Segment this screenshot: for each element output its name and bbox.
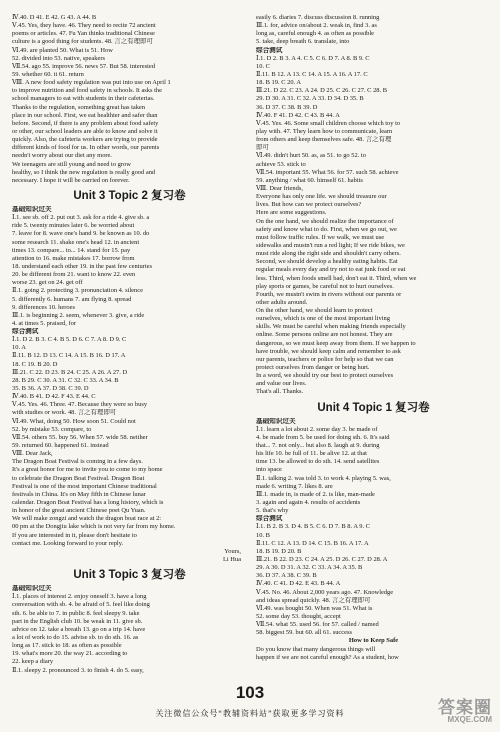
answer-line: to celebrate the Dragon Boat Festival. Dragon Boat: [12, 474, 145, 482]
page-number: 103: [235, 683, 265, 702]
answer-line: 59. whether 60. it 61. return: [12, 70, 84, 78]
answer-line: long as, careful enough 4. as often as possible: [256, 30, 374, 38]
answer-line: healthy, so I think the new regulation is really good and: [12, 168, 156, 176]
answer-line: play with. 47. They learn how to communicate, learn: [256, 127, 393, 135]
answer-line: Ⅰ.1. learn a lot about 2. some day 3. be made of: [256, 425, 378, 433]
answer-line: Ⅴ.45. Yes. 46. Three. 47. Because they were so busy: [12, 401, 148, 409]
answer-line: regular meals every day and try not to eat junk food or eat: [256, 266, 406, 274]
answer-line: from others and keep themselves safe. 48. 言之有理: [256, 136, 392, 144]
answer-line: Thanks to the regulation, something great has taken: [12, 103, 146, 111]
answer-line: into space: [256, 466, 282, 474]
answer-line: Ⅵ.49. didn't hurt 50. as, as 51. to go 52. to: [256, 152, 366, 160]
answer-line: Ⅷ. A new food safety regulation was put into use on April 1: [12, 79, 171, 87]
answer-line: skills. We must be careful when making friends especially: [256, 323, 406, 331]
answer-line: times 13. compare... to... 14. stand for 15. pay: [12, 246, 131, 254]
answer-line: protect ourselves from danger or being hurt.: [256, 364, 370, 372]
answer-line: 9. differences 10. heroes: [12, 303, 75, 311]
answer-line: have trouble, we should keep calm and remember to ask: [256, 347, 401, 355]
answer-line: safety and know what to do. First, when we go out, we: [256, 225, 397, 233]
answer-line: On the other hand, we should learn to protect: [256, 307, 373, 315]
answer-line: a lot of work to do 15. advise sb. to do sth. 16. as: [12, 633, 139, 641]
answer-line: in honor of the great ancient Chinese poet Qu Yuan.: [12, 507, 146, 515]
answer-line: 35. B 36. A 37. D 38. C 39. D: [12, 385, 89, 393]
answer-line: conversation with sb. 4. be afraid of 5. feel like doing: [12, 601, 150, 609]
answer-line: sth. 6. be able to 7. in public 8. feel sleepy 9. take: [12, 609, 140, 617]
answer-line: Ⅰ.1. D 2. B 3. C 4. B 5. D 6. C 7. A 8. D 9. C: [12, 336, 127, 344]
answer-line: 52. by mistake 53. compare, to: [12, 425, 92, 433]
answer-line: Ⅶ.54. what 55. used 56. for 57. called / named: [256, 621, 379, 629]
answer-line: Ⅶ.54. important 55. What 56. for 57. such 58. achieve: [256, 168, 399, 176]
answer-line: Ⅷ. Dear friends,: [256, 184, 303, 192]
section-heading: 基础知识过关: [256, 417, 296, 425]
answer-line: Ⅲ.21. D 22. C 23. A 24. D 25. C 26. C 27. C 28. B: [256, 87, 388, 95]
answer-line: happen if we are not careful enough? As a student, how: [256, 653, 399, 661]
answer-line: worse 23. get on 24. get off: [12, 279, 83, 287]
watermark-bottom: MXQE.COM: [447, 715, 492, 724]
answer-line: Ⅳ.40. C 41. D 42. E 43. B 44. A: [256, 580, 341, 588]
answer-line: Ⅱ.11. C 12. A 13. D 14. C 15. B 16. A 17. A: [256, 539, 369, 547]
answer-line: 28. B 29. C 30. A 31. C 32. C 33. A 34. B: [12, 376, 119, 384]
answer-line: sidewalks and mustn't run a red light; If we ride bikes, we: [256, 241, 405, 249]
answer-line: 18. B 19. D 20. B: [256, 547, 302, 555]
section-heading: 基础知识过关: [12, 205, 52, 213]
answer-line: Ⅲ.1. is beginning 2. seem, whenever 3. give, a ride: [12, 311, 145, 319]
answer-line: to improve nutrition and food safety in schools. It asks the: [12, 87, 163, 95]
answer-line: culture is a good thing for students. 48. 言之有理即可: [12, 38, 153, 46]
answer-line: our parents, teachers or police for help so that we can: [256, 355, 394, 363]
signature-line: Yours,: [224, 547, 241, 555]
answer-line: made 6. writing 7. likes 8. are: [256, 482, 333, 490]
answer-line: some research 11. shake one's head 12. in ancient: [12, 238, 140, 246]
answer-line: 4. at times 5. praised, for: [12, 319, 77, 327]
answer-line: We will make zongzi and watch the dragon boat race at 2:: [12, 515, 162, 523]
answer-line: or other, our school leaders are able to know and solve it: [12, 127, 158, 135]
answer-line: 7. leave for 8. wave one's hand 9. be known as 10. do: [12, 230, 150, 238]
answer-line: 36. D 37. C 38. B 39. D: [256, 103, 318, 111]
answer-line: 5. differently 6. humans 7. am flying 8. spread: [12, 295, 132, 303]
answer-line: 52. divided into 53. native, speakers: [12, 54, 105, 62]
answer-line: 36. D 37. A 38. C 39. B: [256, 572, 317, 580]
answer-line: and ideas spread quickly. 48. 言之有理即可: [256, 596, 371, 604]
answer-line: Ⅳ.40. D 41. E 42. G 43. A 44. B: [12, 14, 97, 21]
answer-line: easily 6. diaries 7. discuss discussion 8. running: [256, 14, 380, 21]
answer-line: ourselves, which is one of the most important living: [256, 315, 390, 323]
answer-line: with studies or work. 48. 言之有理即可: [12, 409, 117, 417]
answer-line: Do you know that many dangerous things will: [256, 645, 376, 653]
answer-line: Ⅰ.1. D 2. B 3. A 4. C 5. C 6. D 7. A 8. B 9. C: [256, 54, 370, 62]
unit-heading: Unit 3 Topic 2 复习卷: [73, 189, 186, 202]
answer-line: 00 pm at the Dongjiu lake which is not very far from my home.: [12, 523, 176, 531]
answer-line: poems or articles. 47. Fu Yan thinks traditional Chinese: [12, 30, 155, 38]
answer-line: Ⅴ.45. No. 46. About 2,000 years ago. 47. Knowledge: [256, 588, 394, 596]
answer-line: Ⅷ. Dear Jack,: [12, 450, 53, 458]
answer-line: must follow traffic rules. If we walk, we must use: [256, 233, 385, 241]
answer-line: Ⅰ.1. B 2. B 3. D 4. B 5. C 6. D 7. B 8. A 9. C: [256, 523, 370, 531]
answer-line: Ⅱ.11. B 12. A 13. C 14. A 15. A 16. A 17. C: [256, 70, 368, 78]
answer-line: part in the English club 10. be weak in 11. give sb.: [12, 617, 143, 625]
answer-line: online. Some persons online are not honest. They are: [256, 331, 393, 339]
answer-line: Ⅳ.40. F 41. D 42. C 43. B 44. A: [256, 111, 340, 119]
answer-line: Ⅵ.49. What, doing 50. How soon 51. Could not: [12, 417, 136, 425]
answer-line: 18. understand each other 19. in the past few centuries: [12, 262, 152, 270]
answer-line: Ⅰ.1. see sb. off 2. put out 3. ask for a ride 4. give sb. a: [12, 214, 150, 222]
answer-line: play sports or games, be careful not to hurt ourselves.: [256, 282, 394, 290]
unit-heading: Unit 4 Topic 1 复习卷: [317, 401, 430, 414]
answer-line: contact me. Looking forward to your reply.: [12, 539, 124, 547]
answer-line: Ⅳ.40. B 41. D 42. F 43. E 44. C: [12, 393, 96, 401]
answer-line: less. Third, when foods smell bad, don't eat it. Third, when we: [256, 274, 417, 282]
essay-title: How to Keep Safe: [348, 637, 399, 645]
answer-line: 4. be made from 5. be used for doing sth. 6. It's said: [256, 433, 390, 441]
answer-line: time 13. be allowed to do sth. 14. send satellites: [256, 458, 380, 466]
answer-line: lives. But how can we protect ourselves?: [256, 201, 362, 209]
section-heading: 综合测试: [12, 328, 39, 336]
answer-line: 20. be different from 21. want to know 22. even: [12, 271, 136, 279]
answer-line: Ⅰ.1. places of interest 2. enjoy oneself 3. have a long: [12, 593, 147, 601]
answer-line: Ⅱ.1. going 2. protecting 3. pronunciation 4. silence: [12, 287, 143, 295]
unit-heading: Unit 3 Topic 3 复习卷: [73, 569, 186, 582]
section-heading: 基础知识过关: [12, 585, 52, 593]
signature-line: Li Hua: [222, 556, 241, 563]
answer-line: Ⅱ.11. B 12. D 13. C 14. A 15. B 16. D 17. A: [12, 352, 126, 360]
answer-line: It's a great honor for me to invite you to come to my home: [12, 466, 163, 474]
answer-line: Ⅶ.54. others 55. buy 56. When 57. wide 58. neither: [12, 433, 148, 441]
answer-line: needn't worry about our diet any more.: [12, 152, 113, 160]
answer-line: different kinds of food for us. In other words, our parents: [12, 144, 160, 152]
answer-line: Ⅲ.1. for, advice on/about 2. weak in, find 3. as: [256, 22, 377, 30]
answer-line: other adults around.: [256, 298, 308, 306]
answer-line: Festival is one of the most important Chinese traditional: [12, 482, 157, 490]
answer-line: In a word, we should try our best to protect ourselves: [256, 372, 394, 380]
answer-line: Ⅵ.49. was bought 50. When was 51. What is: [256, 604, 373, 612]
right-column: [256, 14, 491, 662]
answer-line: Ⅴ.45. Yes. 46. Some small children choose which toy to: [256, 119, 401, 127]
answer-line: 5. that's why: [256, 507, 289, 515]
answer-line: advice on 12. take a breath 13. go on a trip 14. have: [12, 625, 146, 633]
answer-line: quickly. Also, the cafeteria workers are trying to provide: [12, 136, 158, 144]
answer-line: Fourth, we mustn't swim in rivers without our parents or: [256, 290, 402, 298]
answer-line: Ⅲ.21. B 22. D 23. C 24. A 25. D 26. C 27. D 28. A: [256, 556, 388, 563]
answer-line: 52. some day 53. thought, accept: [256, 612, 341, 620]
answer-line: On the one hand, we should realize the importance of: [256, 217, 394, 225]
footer-note: 关注微信公众号“教辅资料站”获取更多学习资料: [155, 709, 345, 718]
answer-line: 59. anything / what 60. himself 61. habits: [256, 176, 363, 184]
answer-line: Ⅵ.49. are planted 50. What is 51. How: [12, 46, 113, 54]
section-heading: 综合测试: [256, 515, 283, 523]
answer-line: his life 10. be full of 11. be alive 12. at that: [256, 450, 367, 458]
left-column: [12, 14, 247, 675]
answer-line: long as 17. stick to 18. as often as possible: [12, 642, 122, 650]
answer-line: We teenagers are still young and need to grow: [12, 160, 131, 168]
answer-line: Ⅲ.21. C 22. D 23. B 24. C 25. A 26. A 27. D: [12, 368, 128, 376]
answer-line: school managers to eat with students in their cafeterias.: [12, 95, 155, 103]
answer-line: calendar. Dragon Boat Festival has a long history, which is: [12, 499, 164, 507]
answer-line: ride 5. twenty minutes later 6. be worried about: [12, 222, 135, 230]
answer-line: must ride along the right side and shouldn't carry others.: [256, 250, 401, 258]
answer-line: The Dragon Boat Festival is coming in a few days.: [12, 458, 143, 466]
section-heading: 综合测试: [256, 46, 283, 54]
answer-line: 即可: [256, 144, 269, 152]
answer-line: achieve 53. stick to: [256, 160, 306, 168]
answer-line: 19. what's more 20. the way 21. according to: [12, 650, 128, 658]
answer-line: Ⅱ.1. sleepy 2. pronounced 3. to finish 4. do 5. easy,: [12, 666, 144, 674]
answer-line: Second, we should develop a healthy eating habits. Eat: [256, 258, 398, 266]
answer-line: Everyone has only one life. we should treasure our: [256, 193, 387, 201]
answer-line: that... 7. not only... but also 8. laugh at 9. during: [256, 442, 380, 450]
answer-line: Here are some suggestions.: [256, 209, 327, 217]
answer-line: place in our school. First, we eat healthier and safer than: [12, 111, 158, 119]
answer-line: 18. B 19. C 20. A: [256, 79, 302, 87]
answer-line: festivals in China. It's on May fifth in Chinese lunar: [12, 490, 146, 498]
answer-line: dangerous, so we must keep away from them. If we happen to: [256, 339, 416, 347]
answer-line: 5. take, deep breath 6. translate, into: [256, 38, 350, 46]
watermark-top: 答案圈: [438, 698, 492, 717]
answer-line: Ⅴ.45. Yes, they have. 46. They need to recite 72 ancient: [12, 22, 156, 30]
answer-line: Ⅱ.1. talking 2. was told 3. to work 4. playing 5. was,: [256, 474, 391, 482]
answer-line: 29. A 30. D 31. A 32. C 33. A 34. A 35. B: [256, 564, 363, 572]
answer-line: If you are interested in it, please don't hesitate to: [12, 531, 137, 539]
answer-line: That's all. Thanks.: [256, 388, 304, 396]
watermark-logo: [438, 698, 492, 726]
answer-line: necessary. I hope it will be carried on forever.: [12, 176, 130, 184]
answer-line: 59. returned 60. happened 61. instead: [12, 442, 109, 450]
answer-line: 22. keep a diary: [12, 658, 54, 666]
answer-line: attention to 16. make mistakes 17. borrow from: [12, 254, 135, 262]
answer-line: Ⅶ.54. ago 55. improve 56. news 57. But 58. interested: [12, 62, 155, 70]
answer-line: 18. C 19. B 20. D: [12, 360, 58, 368]
answer-line: 3. again and again 4. results of accidents: [256, 499, 361, 507]
answer-line: 58. biggest 59. but 60. all 61. success: [256, 629, 353, 637]
answer-line: 10. C: [256, 62, 270, 70]
answer-line: 29. D 30. A 31. C 32. A 33. D 34. D 35. B: [256, 95, 364, 103]
answer-line: and value our lives.: [256, 380, 307, 388]
answer-line: 10. B: [256, 531, 270, 539]
answer-line: 10. A: [12, 344, 26, 352]
answer-line: Ⅲ.1. made in, is made of 2. is like, man-made: [256, 490, 375, 498]
answer-line: before. Second, if there is any problem about food safety: [12, 119, 159, 127]
